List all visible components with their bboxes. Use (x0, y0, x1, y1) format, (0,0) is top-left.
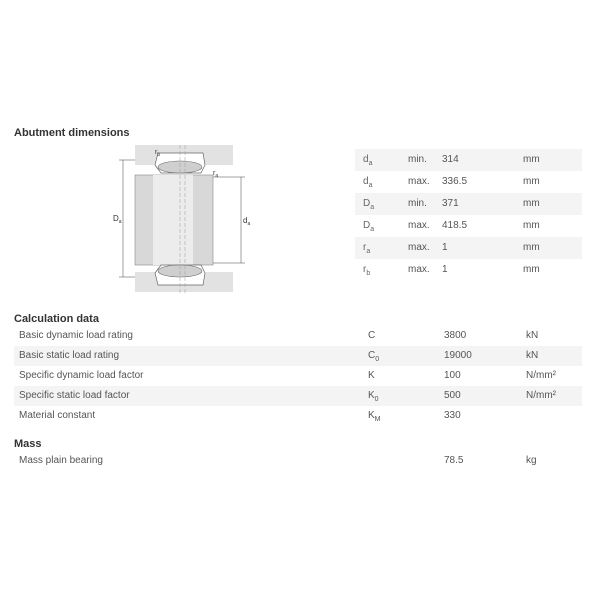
table-row (14, 386, 582, 406)
unit: mm (523, 242, 540, 253)
label: Specific static load factor (19, 390, 130, 401)
label: Material constant (19, 410, 96, 421)
diagram-label-ra: r (213, 170, 216, 177)
table-row (14, 451, 582, 471)
symbol: $K_0$ (368, 390, 379, 403)
label: Basic dynamic load rating (19, 330, 133, 341)
symbol: K (368, 370, 375, 381)
table-row (355, 149, 582, 171)
svg-text:Da: $D_a$ (113, 214, 122, 225)
limit: max. (408, 242, 430, 253)
bearing-abutment-drawing (113, 145, 253, 295)
symbol: $r_b$ (363, 264, 371, 277)
mass-table (14, 451, 582, 471)
unit: N/mm² (526, 370, 556, 381)
unit: mm (523, 198, 540, 209)
limit: max. (408, 264, 430, 275)
table-row (355, 215, 582, 237)
value: 314 (442, 154, 459, 165)
calculation-section-title: Calculation data (14, 313, 99, 325)
unit: N/mm² (526, 390, 556, 401)
unit: mm (523, 176, 540, 187)
limit: min. (408, 154, 427, 165)
svg-text:ra: $r_a$ (213, 170, 219, 179)
unit: mm (523, 220, 540, 231)
symbol: $C_0$ (368, 350, 380, 363)
value: 330 (444, 410, 461, 421)
unit: kg (526, 455, 537, 466)
table-row (355, 259, 582, 281)
label: Specific dynamic load factor (19, 370, 144, 381)
table-row (355, 237, 582, 259)
abutment-table (355, 149, 582, 281)
limit: max. (408, 220, 430, 231)
symbol: $D_a$ (363, 220, 375, 233)
value: 371 (442, 198, 459, 209)
symbol: $D_a$ (363, 198, 375, 211)
limit: max. (408, 176, 430, 187)
unit: kN (526, 350, 539, 361)
symbol: $r_a$ (363, 242, 371, 255)
svg-text:rb: $r_b$ (155, 149, 161, 158)
calculation-table (14, 326, 582, 426)
value: 1 (442, 264, 448, 275)
diagram-label-Da: D (113, 214, 119, 223)
table-row (355, 193, 582, 215)
table-row (355, 171, 582, 193)
symbol: C (368, 330, 376, 341)
limit: min. (408, 198, 427, 209)
unit: mm (523, 154, 540, 165)
label: Basic static load rating (19, 350, 120, 361)
diagram-label-da: d (243, 216, 248, 225)
value: 1 (442, 242, 448, 253)
value: 418.5 (442, 220, 468, 231)
symbol: $d_a$ (363, 176, 373, 189)
table-row (14, 326, 582, 346)
symbol: $K_M$ (368, 410, 381, 423)
symbol: $d_a$ (363, 154, 373, 167)
value: 3800 (444, 330, 467, 341)
value: 78.5 (444, 455, 464, 466)
abutment-section-title: Abutment dimensions (14, 127, 130, 139)
label: Mass plain bearing (19, 455, 103, 466)
mass-section-title: Mass (14, 438, 42, 450)
diagram-label-rb: r (155, 149, 158, 156)
table-row (14, 346, 582, 366)
value: 336.5 (442, 176, 468, 187)
svg-text:da: $d_a$ (243, 216, 251, 227)
table-row (14, 406, 582, 426)
unit: kN (526, 330, 539, 341)
value: 19000 (444, 350, 472, 361)
unit: mm (523, 264, 540, 275)
value: 100 (444, 370, 461, 381)
value: 500 (444, 390, 461, 401)
table-row (14, 366, 582, 386)
